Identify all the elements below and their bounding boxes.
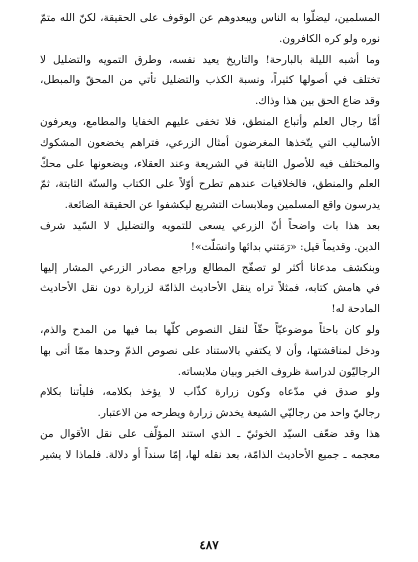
text-line: تختلف في أصولها كثيراً، ونسبة الكذب والتضليل تأتي من المحقّ والمبطل، <box>40 74 380 87</box>
text-line: في هامش كتابه، فمثلاً تراه ينقل الأحاديث الذامّة لزرارة دون نقل الأحاديث <box>40 282 380 295</box>
text-line: ولو كان باحثاً موضوعيّاً حقّاً لنقل النصوص كلّها بما فيها من المدح والذم، <box>40 323 380 336</box>
text-line: العلم والمنطق، فالخلافيات عندهم تطرح أوّلاً على الكتاب والسنّة الثابتة، ثمّ <box>40 178 380 191</box>
text-line: المادحة له! <box>331 303 380 316</box>
paragraph <box>40 216 380 258</box>
text-line: معجمه ـ جميع الأحاديث الذامّة، بعد نقله لها، إمّا سنداً أو دلالة. فلماذا لا يشير <box>40 448 380 461</box>
text-line: وبنكشف مدعانا أكثر لو تصفّح المطالع وراجع مصادر الزرعي المشار إليها <box>40 261 380 274</box>
text-line: الأساليب التي يتّخذها المغرضون أمثال الزرعي، فتراهم يخضعون المشكوك <box>40 136 380 149</box>
paragraph <box>40 382 380 424</box>
paragraph <box>40 8 380 50</box>
text-line: هذا وقد ضعّف السيّد الخوئيّ ـ الذي استند المؤلّف على نقل الأقوال من <box>40 427 380 440</box>
paragraph <box>40 424 380 466</box>
text-line: رجاليّ واحد من رجاليّي الشيعة يخدش زرارة ويطرحه من الاعتبار. <box>97 407 380 420</box>
text-line: أمّا رجال العلم وأتباع المنطق، فلا تخفى عليهم الخفايا والمطامع، ويعرفون <box>40 115 380 128</box>
text-line: الدين. وقديماً قيل: «رَمَتني بدائها وانسَلّت»! <box>190 240 380 253</box>
page-number: ٤٨٧ <box>199 538 219 552</box>
paragraph <box>40 50 380 112</box>
text-line: وما أشبه الليلة بالبارحة! والتاريخ يعيد نفسه، وطرق التمويه والتضليل لا <box>40 53 380 66</box>
text-line: المسلمين، ليضلّوا به الناس ويبعدوهم عن الوقوف على الحقيقة، لكنّ الله متمّ <box>40 12 380 24</box>
text-line: وقد ضاع الحق بين هذا وذاك. <box>254 95 380 108</box>
text-line: ولو صدق في مدّعاه وكون زرارة كذّاب لا يؤخذ بكلامه، فليأتنا بكلام <box>40 386 380 399</box>
text-line: ودخل لمناقشتها، وأن لا يكتفي بالاستناد على نصوص الذمّ وحدها ممّا أتى بها <box>40 344 380 357</box>
paragraph <box>40 320 380 382</box>
text-line: الرجاليّون لدراسة ظروف الخبر وبيان ملابساته. <box>177 365 380 378</box>
text-line: يدرسون واقع المسلمين وملابسات التشريع ليكشفوا عن الحقيقة الضائعة. <box>64 199 380 212</box>
body-text <box>40 8 380 466</box>
text-line: والمختلف فيه للأصول الثابتة في الشريعة وعند العقلاء، ويضعونها على محكّ <box>40 157 380 170</box>
text-line: بعد هذا بات واضحاً أنّ الزرعي يسعى للتمويه والتضليل لا السّيد شرف <box>40 219 380 232</box>
paragraph <box>40 258 380 320</box>
paragraph <box>40 112 380 216</box>
text-line: نوره ولو كره الكافرون. <box>279 32 380 45</box>
